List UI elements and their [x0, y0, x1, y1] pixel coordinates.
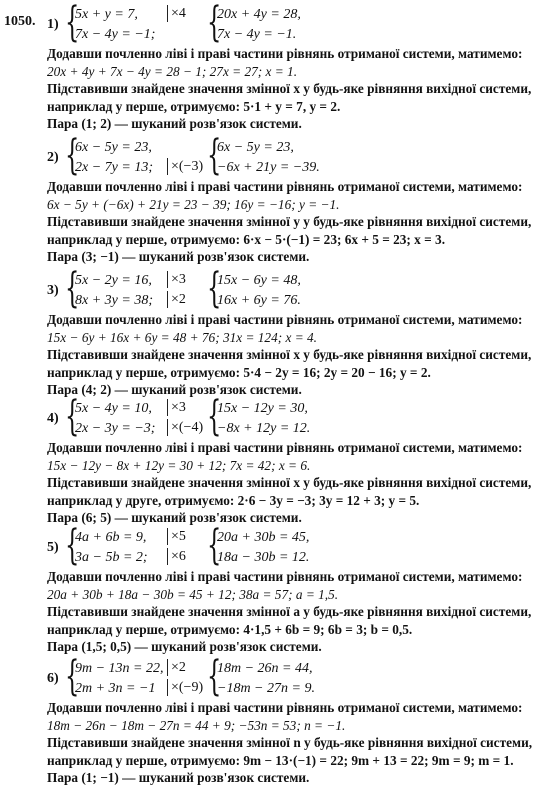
part-label: 3) [47, 283, 59, 298]
equation: −6x + 21y = −39. [217, 160, 320, 175]
text-line: наприклад у перше, отримуємо: 6·x − 5·(−1) = 23; 6x + 5 = 23; x = 3. [47, 231, 446, 247]
multipliers [167, 399, 203, 439]
math-line: 6x − 5y + (−6x) + 21y = 23 − 39; 16y = −16; y = −1. [47, 196, 340, 212]
multiplier: ×2 [167, 291, 186, 308]
solution-lines [47, 699, 555, 787]
part-label: 2) [47, 150, 59, 165]
text-line: Додавши почленно ліві і праві частини рівнянь отриманої системи, матимемо: [47, 312, 523, 327]
text-line: Підставивши знайдене значення змінної x у будь-яке рівняння вихідної системи, [47, 347, 532, 363]
equation: −18m − 27n = 9. [217, 681, 315, 696]
system-row [47, 0, 555, 46]
equation: 16x + 6y = 76. [217, 293, 301, 308]
text-line: Додавши почленно ліві і праві частини рівнянь отриманої системи, матимемо: [47, 700, 523, 715]
multiplier: ×2 [167, 659, 203, 676]
text-line: Підставивши знайдене значення змінної n у будь-яке рівняння вихідної системи, [47, 735, 533, 751]
part-label: 6) [47, 671, 59, 686]
multiplier: ×(−4) [167, 419, 203, 436]
equation: 18m − 26n = 44, [217, 661, 313, 676]
text-line: Пара (4; 2) — шуканий розв'язок системи. [47, 382, 302, 398]
text-line: Підставивши знайдене значення змінної x у будь-яке рівняння вихідної системи, [47, 475, 532, 491]
multipliers [167, 5, 186, 45]
text-line: Пара (1; −1) — шуканий розв'язок системи. [47, 770, 310, 786]
solution-lines [47, 439, 555, 527]
equation: 9m − 13n = 22, [75, 661, 164, 676]
math-line: 15x − 6y + 16x + 6y = 48 + 76; 31x = 124; x = 4. [47, 329, 317, 345]
solution-part [47, 521, 555, 656]
equation: 3a − 5b = 2; [75, 550, 148, 565]
multiplier: ×(−3) [167, 158, 203, 175]
brace-symbol: { [65, 392, 80, 440]
brace-symbol: { [65, 0, 80, 46]
text-line: Підставивши знайдене значення змінної x у будь-яке рівняння вихідної системи, [47, 81, 532, 97]
brace-symbol: { [207, 521, 222, 569]
multipliers [167, 271, 186, 311]
math-line: 15x − 12y − 8x + 12y = 30 + 12; 7x = 42; x = 6. [47, 457, 311, 473]
text-line: Додавши почленно ліві і праві частини рівнянь отриманої системи, матимемо: [47, 440, 523, 455]
equation: 20a + 30b = 45, [217, 530, 310, 545]
solution-lines [47, 178, 555, 266]
brace-symbol: { [65, 264, 80, 312]
multiplier [167, 138, 203, 155]
equation: 20x + 4y = 28, [217, 7, 301, 22]
multipliers [167, 659, 203, 699]
equation: 5x − 2y = 16, [75, 273, 152, 288]
brace-symbol: { [65, 131, 80, 179]
equation: 7x − 4y = −1; [75, 27, 156, 42]
solution-part [47, 264, 555, 399]
system-row [47, 392, 555, 440]
brace-symbol: { [207, 131, 222, 179]
brace-symbol: { [207, 652, 222, 700]
text-line: Пара (3; −1) — шуканий розв'язок системи. [47, 249, 310, 265]
brace-symbol: { [207, 264, 222, 312]
solution-part [47, 0, 555, 133]
text-line: наприклад у друге, отримуємо: 2·6 − 3y = −3; 3y = 12 + 3; y = 5. [47, 492, 420, 508]
solution-part [47, 131, 555, 266]
solution-part [47, 652, 555, 787]
equation: 15x − 12y = 30, [217, 401, 308, 416]
equation: 8x + 3y = 38; [75, 293, 153, 308]
brace-symbol: { [207, 0, 222, 46]
brace-symbol: { [65, 521, 80, 569]
brace-symbol: { [65, 652, 80, 700]
equation: −8x + 12y = 12. [217, 421, 311, 436]
multipliers [167, 528, 186, 568]
system-row [47, 264, 555, 312]
multipliers [167, 138, 203, 178]
text-line: Підставивши знайдене значення змінної a у будь-яке рівняння вихідної системи, [47, 604, 532, 620]
text-line: наприклад у перше, отримуємо: 5·1 + y = 7, y = 2. [47, 98, 341, 114]
text-line: наприклад у перше, отримуємо: 9m − 13·(−1) = 22; 9m + 13 = 22; 9m = 9; m = 1. [47, 752, 514, 768]
text-line: наприклад у перше, отримуємо: 4·1,5 + 6b = 9; 6b = 3; b = 0,5. [47, 621, 413, 637]
equation: 6x − 5y = 23, [75, 140, 152, 155]
text-line: Підставивши знайдене значення змінної y у будь-яке рівняння вихідної системи, [47, 214, 532, 230]
equation: 4a + 6b = 9, [75, 530, 147, 545]
equation: 5x + y = 7, [75, 7, 138, 22]
part-label: 4) [47, 411, 59, 426]
text-line: Додавши почленно ліві і праві частини рівнянь отриманої системи, матимемо: [47, 46, 523, 61]
solution-lines [47, 311, 555, 399]
text-line: Додавши почленно ліві і праві частини рівнянь отриманої системи, матимемо: [47, 179, 523, 194]
part-label: 1) [47, 17, 59, 32]
math-line: 20x + 4y + 7x − 4y = 28 − 1; 27x = 27; x = 1. [47, 63, 298, 79]
equation: 5x − 4y = 10, [75, 401, 152, 416]
text-line: наприклад у перше, отримуємо: 5·4 − 2y = 16; 2y = 20 − 16; y = 2. [47, 364, 431, 380]
part-label: 5) [47, 540, 59, 555]
multiplier: ×3 [167, 399, 203, 416]
multiplier: ×5 [167, 528, 186, 545]
system-row [47, 521, 555, 569]
multiplier: ×3 [167, 271, 186, 288]
math-line: 18m − 26n − 18m − 27n = 44 + 9; −53n = 53; n = −1. [47, 717, 346, 733]
math-line: 20a + 30b + 18a − 30b = 45 + 12; 38a = 57; a = 1,5. [47, 586, 339, 602]
multiplier [167, 25, 186, 42]
equation: 18a − 30b = 12. [217, 550, 310, 565]
equation: 2m + 3n = −1 [75, 681, 156, 696]
system-row [47, 652, 555, 700]
multiplier: ×4 [167, 5, 186, 22]
text-line: Пара (6; 5) — шуканий розв'язок системи. [47, 510, 302, 526]
equation: 15x − 6y = 48, [217, 273, 301, 288]
equation: 2x − 3y = −3; [75, 421, 156, 436]
text-line: Додавши почленно ліві і праві частини рівнянь отриманої системи, матимемо: [47, 569, 523, 584]
multiplier: ×6 [167, 548, 186, 565]
problem-number: 1050. [4, 14, 36, 29]
solution-lines [47, 568, 555, 656]
text-line: Пара (1; 2) — шуканий розв'язок системи. [47, 116, 302, 132]
brace-symbol: { [207, 392, 222, 440]
equation: 2x − 7y = 13; [75, 160, 153, 175]
text-line: Пара (1,5; 0,5) — шуканий розв'язок системи. [47, 639, 322, 655]
multiplier: ×(−9) [167, 679, 203, 696]
solution-part [47, 392, 555, 527]
system-row [47, 131, 555, 179]
solution-lines [47, 45, 555, 133]
equation: 6x − 5y = 23, [217, 140, 294, 155]
equation: 7x − 4y = −1. [217, 27, 297, 42]
